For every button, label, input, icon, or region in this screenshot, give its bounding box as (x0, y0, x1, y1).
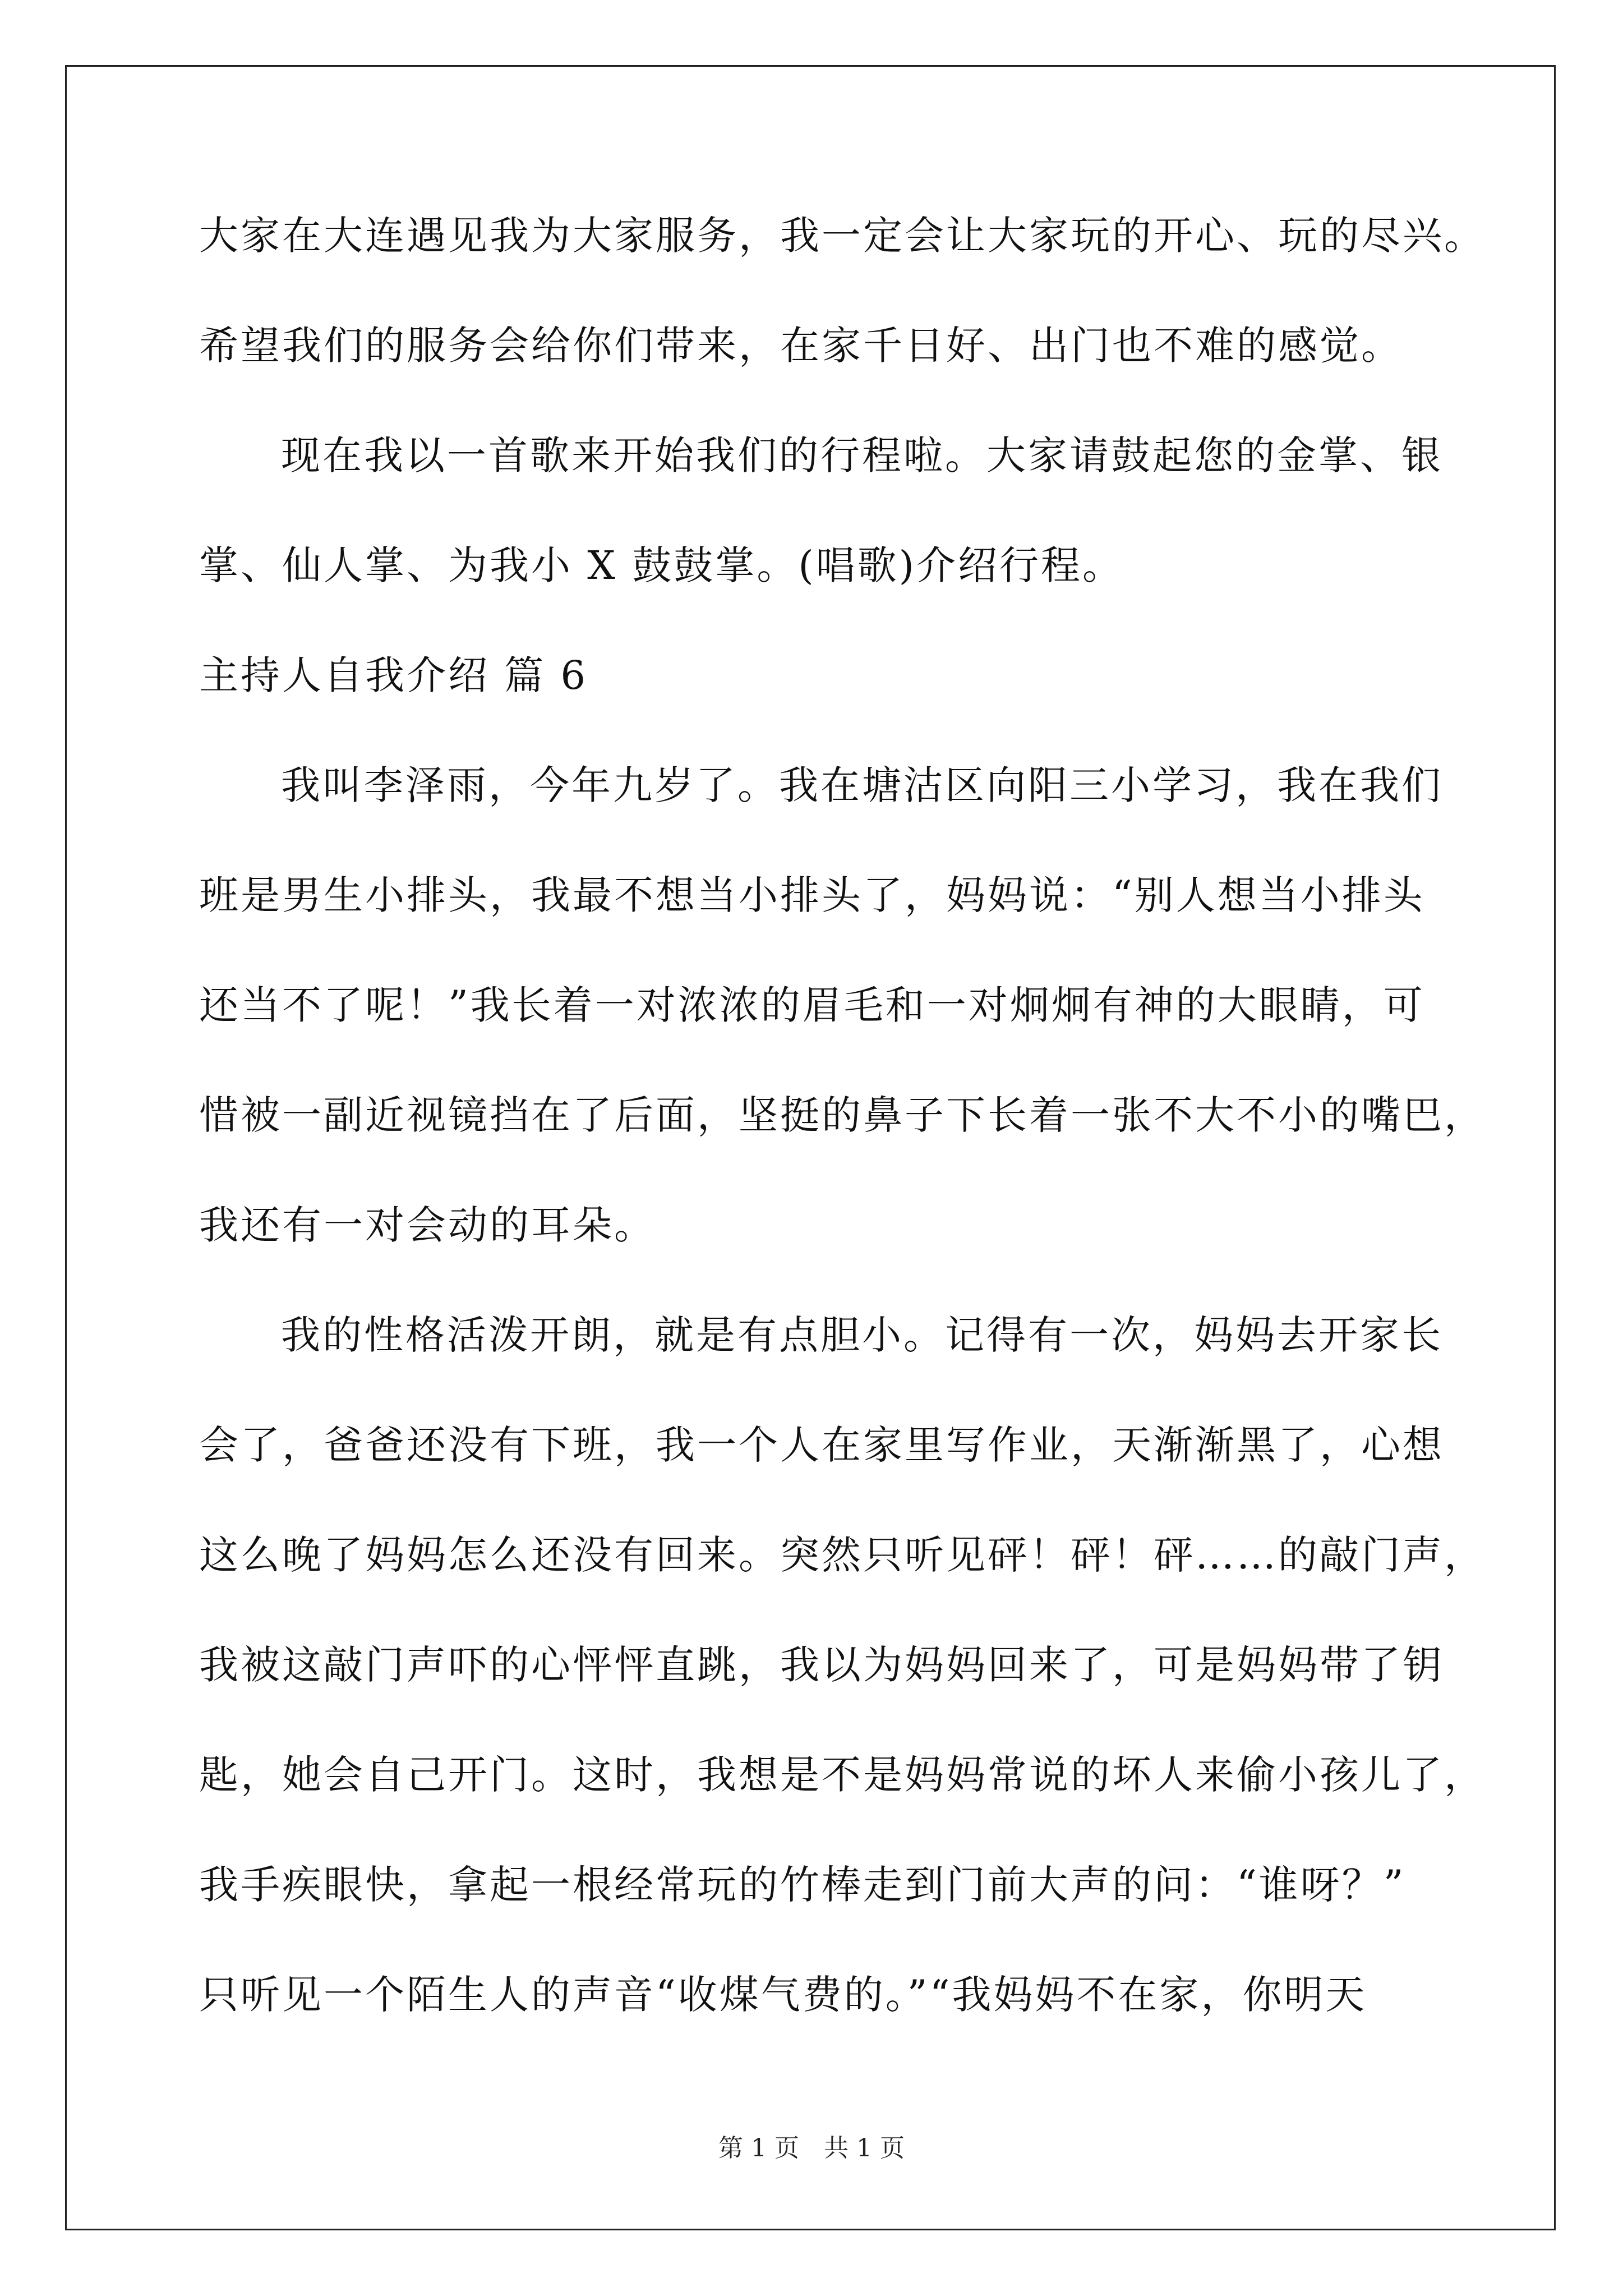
text-line: 班是男生小排头，我最不想当小排头了，妈妈说：“别人想当小排头 (199, 872, 1425, 918)
text-line: 我还有一对会动的耳朵。 (199, 1202, 656, 1248)
text-line: 惜被一副近视镜挡在了后面，坚挺的鼻子下长着一张不大不小的嘴巴， (199, 1092, 1486, 1138)
text-line: 只听见一个陌生人的声音“收煤气费的。”“我妈妈不在家，你明天 (199, 1972, 1367, 2018)
text-line: 这么晚了妈妈怎么还没有回来。突然只听见砰！砰！砰……的敲门声， (199, 1532, 1486, 1578)
text-line: 我被这敲门声吓的心怦怦直跳，我以为妈妈回来了，可是妈妈带了钥 (199, 1642, 1444, 1688)
page-footer: 第 1 页 共 1 页 (718, 2134, 905, 2162)
text-line: 我叫李泽雨，今年九岁了。我在塘沽区向阳三小学习，我在我们 (281, 762, 1443, 808)
text-line: 主持人自我介绍 篇 6 (199, 652, 588, 698)
text-line: 希望我们的服务会给你们带来，在家千日好、出门也不难的感觉。 (199, 323, 1403, 369)
text-line: 我手疾眼快，拿起一根经常玩的竹棒走到门前大声的问：“谁呀？” (199, 1862, 1406, 1908)
text-line: 我的性格活泼开朗，就是有点胆小。记得有一次，妈妈去开家长 (281, 1312, 1443, 1358)
text-line: 还当不了呢！”我长着一对浓浓的眉毛和一对炯炯有神的大眼睛，可 (199, 982, 1425, 1028)
text-line: 匙，她会自己开门。这时，我想是不是妈妈常说的坏人来偷小孩儿了， (199, 1752, 1486, 1798)
text-line: 掌、仙人掌、为我小 X 鼓鼓掌。(唱歌)介绍行程。 (199, 542, 1124, 588)
text-line: 大家在大连遇见我为大家服务，我一定会让大家玩的开心、玩的尽兴。 (199, 213, 1486, 259)
document-body (199, 208, 1486, 2077)
text-line: 会了，爸爸还没有下班，我一个人在家里写作业，天渐渐黑了，心想 (199, 1422, 1444, 1468)
text-line: 现在我以一首歌来开始我们的行程啦。大家请鼓起您的金掌、银 (281, 432, 1443, 478)
